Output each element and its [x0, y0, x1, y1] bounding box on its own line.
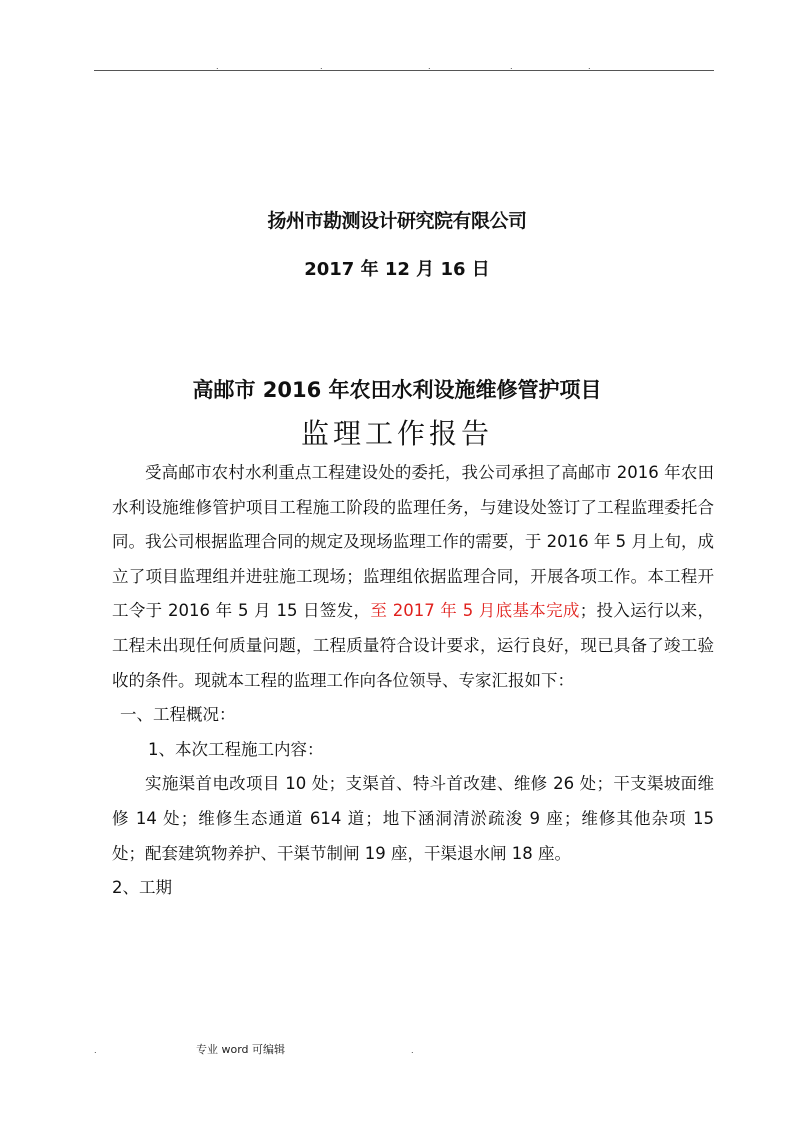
header-dot: . [510, 62, 513, 71]
footer-dot-right: . [411, 1046, 414, 1055]
report-body [112, 456, 714, 906]
report-date: 2017 年 12 月 16 日 [304, 259, 490, 280]
section-heading-overview: 一、工程概况： [120, 705, 236, 725]
header-dot: . [588, 62, 591, 71]
highlighted-completion-text: 至 2017 年 5 月底基本完成 [370, 601, 580, 621]
header-dot: . [428, 62, 431, 71]
company-name: 扬州市勘测设计研究院有限公司 [267, 210, 527, 232]
project-title: 高邮市 2016 年农田水利设施维修管护项目 [192, 378, 602, 402]
header-dot: . [216, 62, 219, 71]
subsection-heading-schedule: 2、工期 [112, 878, 172, 898]
intro-text-b: ；投入运行以来，工程未出现任何质量问题，工程质量符合设计要求，运行良好，现已具备了竣工验收的条件。现就本工程的监理工作向各位领导、专家汇报如下： [112, 601, 714, 690]
footer-text: 专业 word 可编辑 [196, 1043, 286, 1056]
header-dot: . [320, 62, 323, 71]
intro-text-a: 受高邮市农村水利重点工程建设处的委托，我公司承担了高邮市 2016 年农田水利设施维修管护项目工程施工阶段的监理任务，与建设处签订了工程监理委托合同。我公司根据监理合同的规定及现场监理工作的需要，于 2016 年 5 月上旬，成立了项目监理组并进驻施工现场；监理组依据监理合同，开展各项工作。本工程开工令于 2016 年 5 月 15 日签发， [112, 463, 714, 621]
header-rule [94, 70, 714, 71]
contents-paragraph: 实施渠首电改项目 10 处；支渠首、特斗首改建、维修 26 处；干支渠坡面维修 14 处；维修生态通道 614 道；地下涵洞清淤疏浚 9 座；维修其他杂项 15 处；配套建筑物养护、干渠节制闸 19 座，干渠退水闸 18 座。 [112, 774, 714, 863]
report-title: 监理工作报告 [300, 417, 493, 450]
intro-paragraph [112, 456, 714, 698]
footer-dot-left: . [94, 1046, 97, 1055]
subsection-heading-contents: 1、本次工程施工内容： [148, 739, 324, 759]
